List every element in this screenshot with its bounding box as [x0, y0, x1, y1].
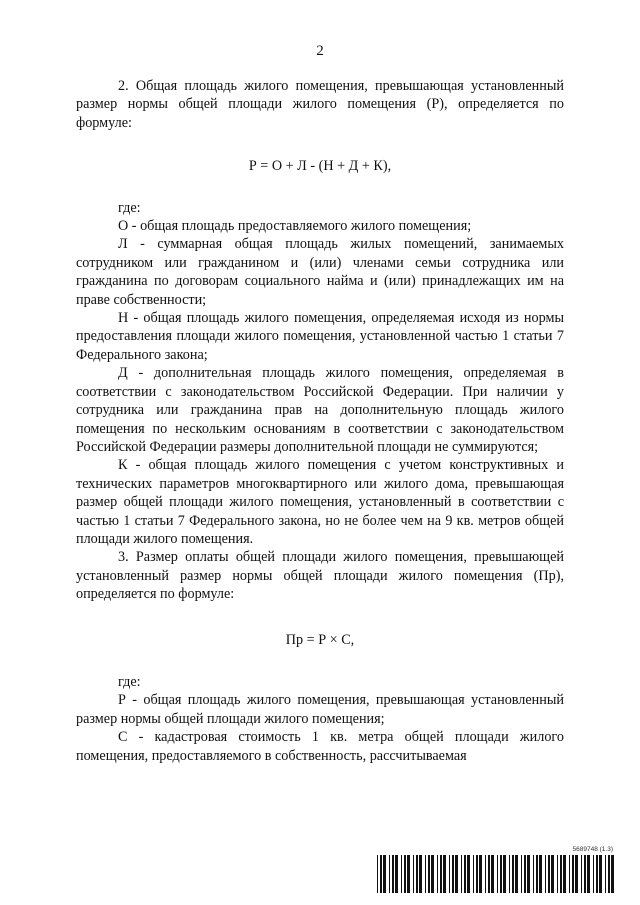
document-body — [76, 77, 564, 765]
formula-pr: Пр = Р × С, — [285, 631, 355, 648]
definition-d: Д - дополнительная площадь жилого помещения, определяемая в соответствии с законодательством Российской Федерации. При наличии у сотрудника или гражданина прав на дополнительную площадь жилого помещения по нескольким основаниям в соответствии с законодательством Российской Федерации размеры дополнительной площади не суммируются; — [76, 365, 564, 455]
barcode — [377, 855, 615, 893]
definition-o: О - общая площадь предоставляемого жилого помещения; — [118, 218, 472, 235]
document-stamp — [377, 846, 615, 896]
definition-l: Л - суммарная общая площадь жилых помещений, занимаемых сотрудником или гражданином и (или) членами семьи сотрудника или гражданина по договорам социального найма и (или) принадлежащих им на праве собственности; — [76, 236, 564, 308]
where-label: где: — [118, 673, 141, 690]
definition-s: С - кадастровая стоимость 1 кв. метра общей площади жилого помещения, предоставляемого в собственность, рассчитываемая — [76, 729, 564, 764]
page-number: 2 — [316, 43, 324, 59]
paragraph-item-3: 3. Размер оплаты общей площади жилого помещения, превышающей установленный размер нормы общей площади жилого помещения (Пр), определяется по формуле: — [76, 549, 564, 603]
formula-p: Р = О + Л - (Н + Д + К), — [248, 158, 392, 175]
definition-r: Р - общая площадь жилого помещения, превышающая установленный размер нормы общей площади жилого помещения; — [76, 692, 564, 727]
definition-n: Н - общая площадь жилого помещения, определяемая исходя из нормы предоставления площади жилого помещения, установленной частью 1 статьи 7 Федерального закона; — [76, 310, 564, 363]
paragraph-item-2: 2. Общая площадь жилого помещения, превышающая установленный размер нормы общей площади жилого помещения (Р), определяется по формуле: — [76, 78, 564, 131]
definition-k: К - общая площадь жилого помещения с учетом конструктивных и технических параметров многоквартирного или жилого дома, превышающая размер общей площади жилого помещения, установленный в соответствии с частью 1 статьи 7 Федерального закона, но не более чем на 9 кв. метров общей площади жилого помещения. — [76, 457, 564, 547]
where-label: где: — [118, 199, 141, 216]
stamp-code: 5689748 (1.3) — [572, 846, 613, 853]
